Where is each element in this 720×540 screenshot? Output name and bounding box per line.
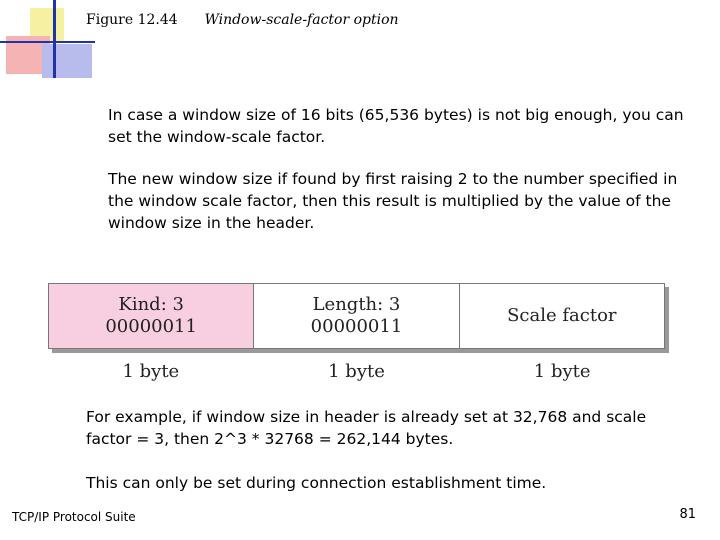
byte-label-kind: 1 byte [122, 361, 180, 382]
figure-title: Window-scale-factor option [204, 12, 399, 28]
figure-caption [86, 12, 399, 28]
byte-label-length: 1 byte [328, 361, 385, 382]
field-kind-label: Kind: 3 [118, 294, 184, 315]
byte-size-row [48, 361, 665, 382]
option-format-diagram [48, 283, 665, 349]
field-scale-factor-label: Scale factor [507, 305, 617, 326]
byte-label-scale-factor: 1 byte [533, 361, 591, 382]
footer-course-title: TCP/IP Protocol Suite [12, 510, 136, 524]
figure-number: Figure 12.44 [86, 12, 178, 28]
page-number: 81 [679, 507, 696, 522]
decorative-vertical-line [53, 0, 56, 78]
field-length-value: 00000011 [310, 316, 403, 337]
field-length-label: Length: 3 [312, 294, 401, 315]
decorative-blue-square [42, 44, 92, 78]
paragraph-connection-establishment: This can only be set during connection establishment time. [86, 474, 547, 492]
decorative-horizontal-line [0, 41, 95, 43]
paragraph-example: For example, if window size in header is already set at 32,768 and scale factor = 3, then 2^3 * 32768 = 262,144 bytes. [86, 408, 647, 448]
field-length [254, 284, 459, 348]
field-kind [49, 284, 254, 348]
field-scale-factor [460, 284, 664, 348]
paragraph-window-size-limit: In case a window size of 16 bits (65,536 bytes) is not big enough, you can set the window-scale factor. [108, 106, 684, 146]
field-kind-value: 00000011 [105, 316, 197, 337]
paragraph-new-window-size: The new window size if found by first raising 2 to the number specified in the window scale factor, then this result is multiplied by the value of the window size in the header. [108, 170, 678, 232]
